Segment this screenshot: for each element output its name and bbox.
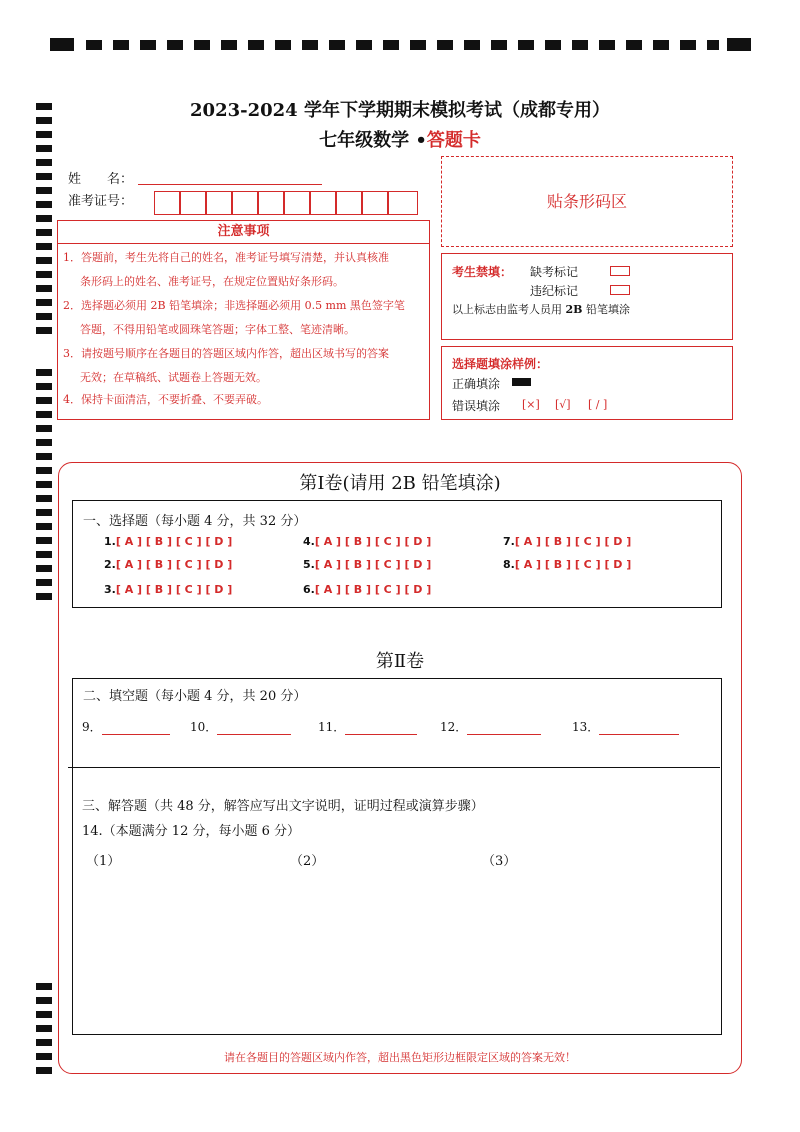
wrong-mark: [ / ]: [588, 398, 608, 411]
absent-mark-box[interactable]: [610, 266, 630, 276]
violation-mark-box[interactable]: [610, 285, 630, 295]
question-number: 2.: [104, 558, 116, 571]
fill-number: 12．: [440, 720, 468, 734]
fill-blank[interactable]: [217, 722, 291, 735]
choice-section-title: 一、选择题（每小题 4 分，共 32 分）: [83, 514, 307, 529]
fill-item-10[interactable]: [190, 718, 291, 735]
question-number: 6.: [303, 583, 315, 596]
question-number: 4.: [303, 535, 315, 548]
subject-label: 七年级数学: [319, 130, 410, 151]
title-dot: •: [415, 130, 427, 151]
section-divider: [68, 767, 720, 768]
question-3[interactable]: [104, 583, 232, 596]
id-cell[interactable]: [310, 191, 336, 215]
id-cell[interactable]: [284, 191, 310, 215]
correct-label: 正确填涂: [452, 377, 501, 391]
fill-number: 10．: [190, 720, 218, 734]
answer-options[interactable]: [ A ] [ B ] [ C ] [ D ]: [314, 583, 432, 596]
answer-options[interactable]: [ A ] [ B ] [ C ] [ D ]: [115, 535, 233, 548]
solve-section-title: 三、解答题（共 48 分，解答应写出文字说明，证明过程或演算步骤）: [82, 799, 484, 814]
wrong-label: 错误填涂: [452, 399, 501, 413]
sample-title: 选择题填涂样例：: [452, 357, 549, 371]
fill-item-13[interactable]: [572, 718, 679, 735]
fill-item-12[interactable]: [440, 718, 541, 735]
id-cell[interactable]: [362, 191, 388, 215]
wrong-mark: [×]: [522, 398, 540, 411]
note-line: 答题，不得用铅笔或圆珠笔答题；字体工整、笔迹清晰。: [80, 323, 355, 336]
barcode-label: 贴条形码区: [546, 192, 627, 211]
forbidden-title: 考生禁填：: [452, 265, 513, 279]
question-number: 3.: [104, 583, 116, 596]
note-line: 无效；在草稿纸、试题卷上答题无效。: [80, 371, 267, 384]
fill-blank[interactable]: [102, 722, 170, 735]
fill-blank[interactable]: [599, 722, 679, 735]
question-14-title: 14.（本题满分 12 分，每小题 6 分）: [82, 824, 301, 839]
absent-label: 缺考标记: [530, 265, 579, 279]
answer-options[interactable]: [ A ] [ B ] [ C ] [ D ]: [115, 558, 233, 571]
id-cell[interactable]: [180, 191, 206, 215]
violation-label: 违纪标记: [530, 284, 579, 298]
exam-title: 2023-2024 学年下学期期末模拟考试（成都专用）: [190, 100, 610, 121]
notes-box: [57, 220, 430, 420]
name-label: 姓 名：: [68, 172, 134, 187]
name-field[interactable]: [138, 184, 322, 185]
id-label: 准考证号：: [68, 194, 134, 209]
sample-box: [441, 346, 733, 420]
fill-item-11[interactable]: [318, 718, 417, 735]
id-cell[interactable]: [232, 191, 258, 215]
fill-item-9[interactable]: [82, 718, 170, 735]
question-7[interactable]: [503, 535, 631, 548]
fill-blank[interactable]: [467, 722, 541, 735]
question-4[interactable]: [303, 535, 431, 548]
note-line: 条形码上的姓名、准考证号，在规定位置贴好条形码。: [80, 275, 344, 288]
notes-title: 注意事项: [58, 221, 429, 244]
answer-options[interactable]: [ A ] [ B ] [ C ] [ D ]: [314, 535, 432, 548]
part2-title: 第Ⅱ卷: [375, 651, 425, 672]
wrong-mark: [√]: [555, 398, 571, 411]
forbidden-note-bold: 2B: [565, 303, 583, 316]
note-line: 3．请按题号顺序在各题目的答题区域内作答，超出区域书写的答案: [63, 347, 389, 360]
question-1[interactable]: [104, 535, 232, 548]
note-line: 2．选择题必须用 2B 铅笔填涂；非选择题必须用 0.5 mm 黑色签字笔: [63, 299, 405, 312]
fill-number: 11．: [318, 720, 346, 734]
part1-title: 第Ⅰ卷(请用 2B 铅笔填涂): [299, 473, 501, 494]
question-number: 1.: [104, 535, 116, 548]
subpart-3: （3）: [482, 854, 517, 869]
question-5[interactable]: [303, 558, 431, 571]
forbidden-note-suffix: 铅笔填涂: [582, 303, 630, 316]
answer-options[interactable]: [ A ] [ B ] [ C ] [ D ]: [115, 583, 233, 596]
answer-card-label: 答题卡: [426, 130, 481, 151]
forbidden-note-prefix: 以上标志由监考人员用: [452, 303, 566, 316]
fill-number: 13．: [572, 720, 600, 734]
footer-warning: 请在各题目的答题区域内作答，超出黑色矩形边框限定区域的答案无效！: [224, 1051, 576, 1064]
answer-options[interactable]: [ A ] [ B ] [ C ] [ D ]: [514, 535, 632, 548]
question-number: 8.: [503, 558, 515, 571]
question-8[interactable]: [503, 558, 631, 571]
id-cell[interactable]: [388, 191, 418, 215]
id-cell[interactable]: [258, 191, 284, 215]
id-cell[interactable]: [154, 191, 180, 215]
question-number: 5.: [303, 558, 315, 571]
subpart-1: （1）: [86, 854, 121, 869]
answer-writing-area[interactable]: [86, 870, 706, 1020]
forbidden-box: [441, 253, 733, 340]
note-line: 1．答题前，考生先将自己的姓名，准考证号填写清楚，并认真核准: [63, 251, 389, 264]
id-cell[interactable]: [206, 191, 232, 215]
question-6[interactable]: [303, 583, 431, 596]
subpart-2: （2）: [290, 854, 325, 869]
barcode-area: [441, 156, 733, 247]
answer-options[interactable]: [ A ] [ B ] [ C ] [ D ]: [314, 558, 432, 571]
id-cell[interactable]: [336, 191, 362, 215]
question-2[interactable]: [104, 558, 232, 571]
forbidden-note: [452, 301, 630, 317]
note-line: 4．保持卡面清洁，不要折叠、不要弄破。: [63, 393, 268, 406]
correct-fill-sample: [512, 378, 531, 386]
question-number: 7.: [503, 535, 515, 548]
fill-blank[interactable]: [345, 722, 417, 735]
exam-subtitle: [0, 126, 800, 152]
fill-number: 9．: [82, 720, 102, 734]
answer-options[interactable]: [ A ] [ B ] [ C ] [ D ]: [514, 558, 632, 571]
fill-section-title: 二、填空题（每小题 4 分，共 20 分）: [83, 689, 307, 704]
